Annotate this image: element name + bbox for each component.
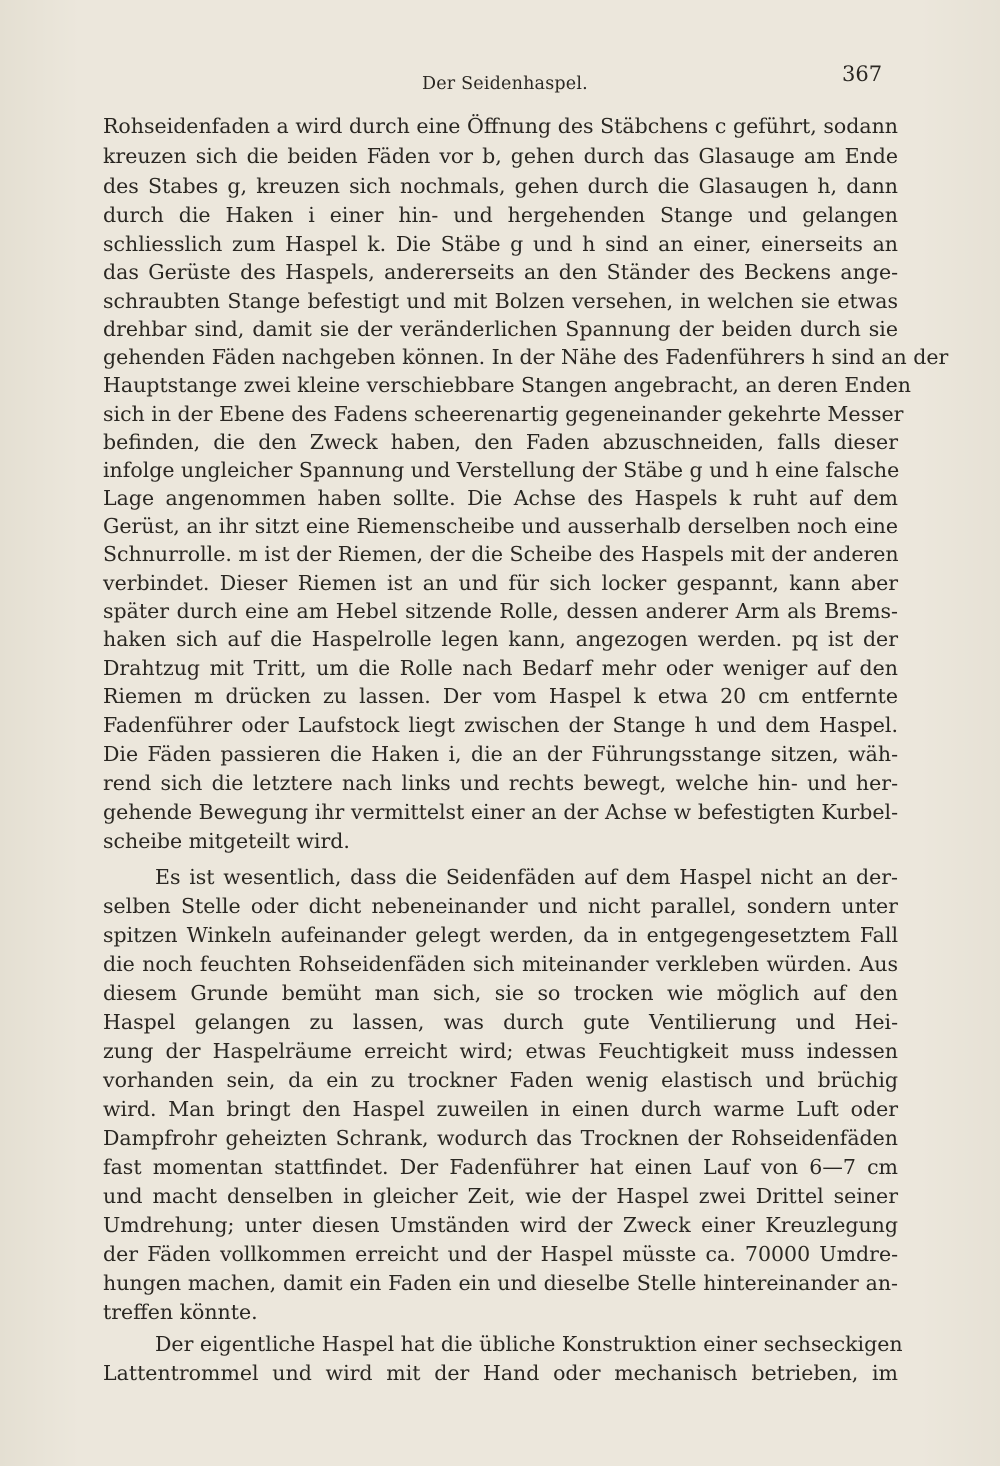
paragraph-first-line: Es ist wesentlich, dass die Seidenfäden auf dem Haspel nicht an der- <box>155 865 898 889</box>
text-line: befinden, die den Zweck haben, den Faden abzuschneiden, falls dieser <box>103 430 898 454</box>
page-number: 367 <box>842 62 883 86</box>
text-line: kreuzen sich die beiden Fäden vor b, gehen durch das Glasauge am Ende <box>103 144 898 168</box>
text-line: später durch eine am Hebel sitzende Rolle, dessen anderer Arm als Brems- <box>103 599 898 623</box>
text-line: die noch feuchten Rohseidenfäden sich miteinander verkleben würden. Aus <box>103 952 898 976</box>
running-header: Der Seidenhaspel. <box>422 74 588 94</box>
text-line: Schnurrolle. m ist der Riemen, der die Scheibe des Haspels mit der anderen <box>103 542 899 566</box>
text-line: schraubten Stange befestigt und mit Bolzen versehen, in welchen sie etwas <box>103 289 898 313</box>
text-line: des Stabes g, kreuzen sich nochmals, gehen durch die Glasaugen h, dann <box>103 174 898 198</box>
text-line: haken sich auf die Haspelrolle legen kann, angezogen werden. pq ist der <box>103 627 898 651</box>
text-line: Lage angenommen haben sollte. Die Achse des Haspels k ruht auf dem <box>103 486 898 510</box>
text-line: diesem Grunde bemüht man sich, sie so trocken wie möglich auf den <box>103 981 898 1005</box>
text-line: vorhanden sein, da ein zu trockner Faden wenig elastisch und brüchig <box>103 1068 898 1092</box>
text-line: treffen könnte. <box>103 1300 258 1324</box>
text-line: spitzen Winkeln aufeinander gelegt werden, da in entgegengesetztem Fall <box>103 923 898 947</box>
text-line: Riemen m drücken zu lassen. Der vom Haspel k etwa 20 cm entfernte <box>103 684 898 708</box>
text-line: Hauptstange zwei kleine verschiebbare Stangen angebracht, an deren Enden <box>103 373 911 397</box>
text-line: scheibe mitgeteilt wird. <box>103 829 350 853</box>
text-line: fast momentan stattfindet. Der Fadenführer hat einen Lauf von 6—7 cm <box>103 1155 898 1179</box>
text-line: sich in der Ebene des Fadens scheerenartig gegeneinander gekehrte Messer <box>103 402 904 426</box>
text-line: Haspel gelangen zu lassen, was durch gute Ventilierung und Hei- <box>103 1010 898 1034</box>
text-line: infolge ungleicher Spannung und Verstellung der Stäbe g und h eine falsche <box>103 458 900 482</box>
text-line: der Fäden vollkommen erreicht und der Haspel müsste ca. 70000 Umdre- <box>103 1242 898 1266</box>
text-line: Dampfrohr geheizten Schrank, wodurch das Trocknen der Rohseidenfäden <box>103 1126 898 1150</box>
text-line: Gerüst, an ihr sitzt eine Riemenscheibe und ausserhalb derselben noch eine <box>103 514 898 538</box>
text-line: wird. Man bringt den Haspel zuweilen in einen durch warme Luft oder <box>103 1097 898 1121</box>
text-line: verbindet. Dieser Riemen ist an und für sich locker gespannt, kann aber <box>103 571 898 595</box>
text-line: rend sich die letztere nach links und rechts bewegt, welche hin- und her- <box>103 771 898 795</box>
text-line: Lattentrommel und wird mit der Hand oder mechanisch betrieben, im <box>103 1361 898 1385</box>
text-line: Drahtzug mit Tritt, um die Rolle nach Bedarf mehr oder weniger auf den <box>103 656 898 680</box>
text-line: Fadenführer oder Laufstock liegt zwischen der Stange h und dem Haspel. <box>103 713 898 737</box>
text-line: gehenden Fäden nachgeben können. In der Nähe des Fadenführers h sind an der <box>103 345 949 369</box>
text-line: zung der Haspelräume erreicht wird; etwas Feuchtigkeit muss indessen <box>103 1039 898 1063</box>
text-line: selben Stelle oder dicht nebeneinander und nicht parallel, sondern unter <box>103 894 898 918</box>
text-line: Umdrehung; unter diesen Umständen wird der Zweck einer Kreuzlegung <box>103 1213 898 1237</box>
text-line: Rohseidenfaden a wird durch eine Öffnung des Stäbchens c geführt, sodann <box>103 114 898 138</box>
text-line: hungen machen, damit ein Faden ein und dieselbe Stelle hintereinander an- <box>103 1271 898 1295</box>
text-line: Die Fäden passieren die Haken i, die an der Führungsstange sitzen, wäh- <box>103 742 898 766</box>
paragraph-first-line: Der eigentliche Haspel hat die übliche Konstruktion einer sechseckigen <box>155 1332 903 1356</box>
text-line: das Gerüste des Haspels, andererseits an den Ständer des Beckens ange- <box>103 260 898 284</box>
text-line: und macht denselben in gleicher Zeit, wie der Haspel zwei Drittel seiner <box>103 1184 898 1208</box>
text-line: durch die Haken i einer hin- und hergehenden Stange und gelangen <box>103 203 898 227</box>
text-line: schliesslich zum Haspel k. Die Stäbe g und h sind an einer, einerseits an <box>103 232 898 256</box>
text-line: drehbar sind, damit sie der veränderlichen Spannung der beiden durch sie <box>103 317 898 341</box>
text-line: gehende Bewegung ihr vermittelst einer an der Achse w befestigten Kurbel- <box>103 800 898 824</box>
